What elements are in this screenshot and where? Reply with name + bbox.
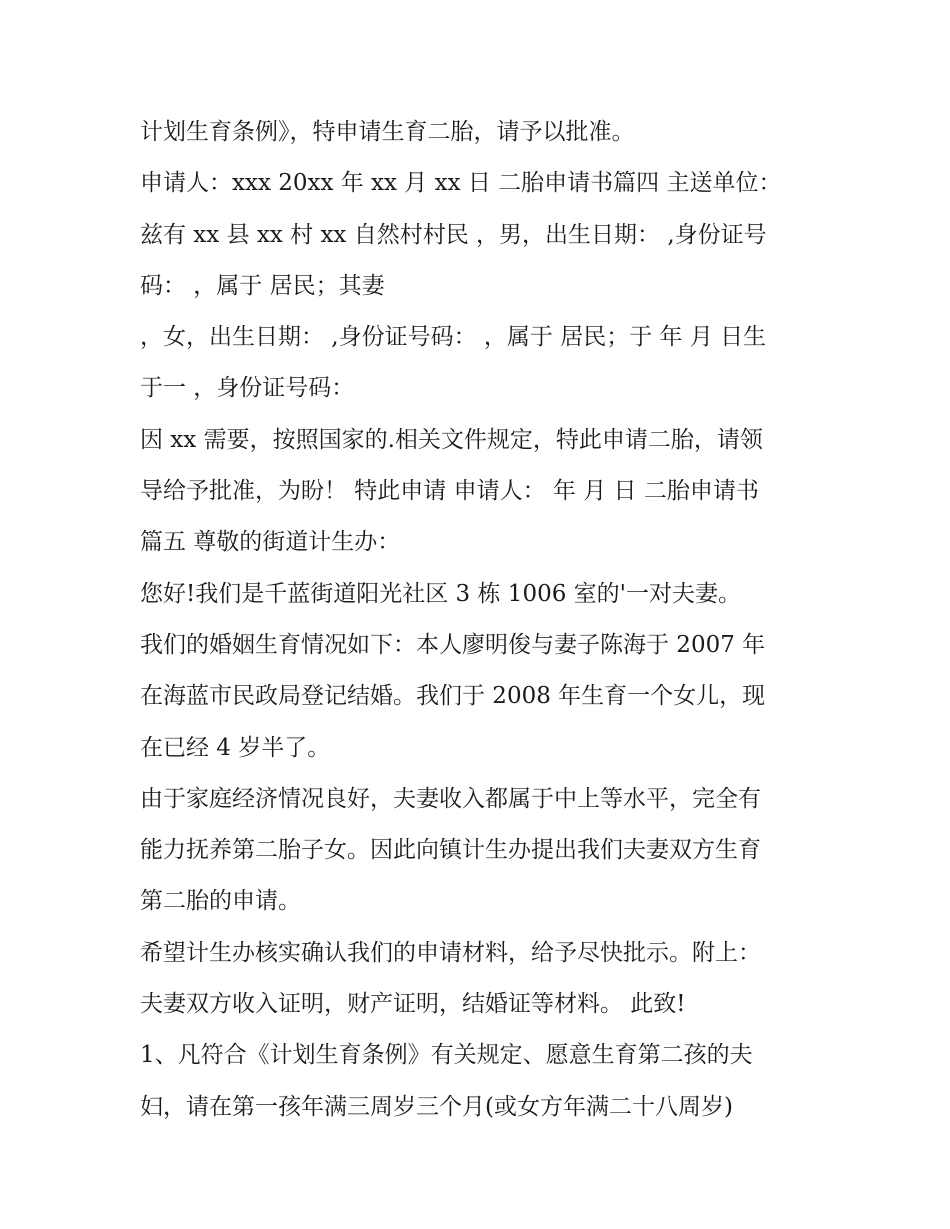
text-line: 于一 ，身份证号码： — [140, 375, 355, 402]
text-line: 夫妻双方收入证明，财产证明，结婚证等材料。 此致! — [140, 991, 686, 1018]
text-line: ，女，出生日期： ,身份证号码： ，属于 居民；于 年 月 日生 — [140, 324, 767, 351]
text-line: 由于家庭经济情况良好，夫妻收入都属于中上等水平，完全有 — [140, 785, 761, 812]
document-body — [140, 107, 820, 1133]
text-line: 兹有 xx 县 xx 村 xx 自然村村民 ，男，出生日期： ,身份证号 — [140, 221, 767, 248]
text-line: 码： ，属于 居民；其妻 — [140, 272, 385, 299]
text-line: 在海蓝市民政局登记结婚。我们于 2008 年生育一个女儿，现 — [140, 683, 766, 710]
text-line: 在已经 4 岁半了。 — [140, 734, 331, 761]
text-line: 第二胎的申请。 — [140, 888, 301, 915]
text-line: 导给予批准，为盼！ 特此申请 申请人： 年 月 日 二胎申请书 — [140, 478, 759, 505]
text-line: 因 xx 需要，按照国家的.相关文件规定，特此申请二胎，请领 — [140, 426, 763, 453]
text-line: 希望计生办核实确认我们的申请材料，给予尽快批示。附上： — [140, 939, 761, 966]
text-line: 申请人：xxx 20xx 年 xx 月 xx 日 二胎申请书篇四 主送单位： — [140, 170, 782, 197]
text-line: 您好!我们是千蓝街道阳光社区 3 栋 1006 室的'一对夫妻。 — [140, 580, 741, 607]
text-line: 篇五 尊敬的街道计生办： — [140, 529, 401, 556]
text-line: 能力抚养第二胎子女。因此向镇计生办提出我们夫妻双方生育 — [140, 837, 761, 864]
text-line: 妇，请在第一孩年满三周岁三个月(或女方年满二十八周岁) — [140, 1093, 733, 1120]
text-line: 计划生育条例》，特申请生育二胎，请予以批准。 — [140, 119, 635, 145]
text-line: 我们的婚姻生育情况如下：本人廖明俊与妻子陈海于 2007 年 — [140, 631, 766, 658]
text-line: 1、凡符合《计划生育条例》有关规定、愿意生育第二孩的夫 — [140, 1042, 753, 1069]
